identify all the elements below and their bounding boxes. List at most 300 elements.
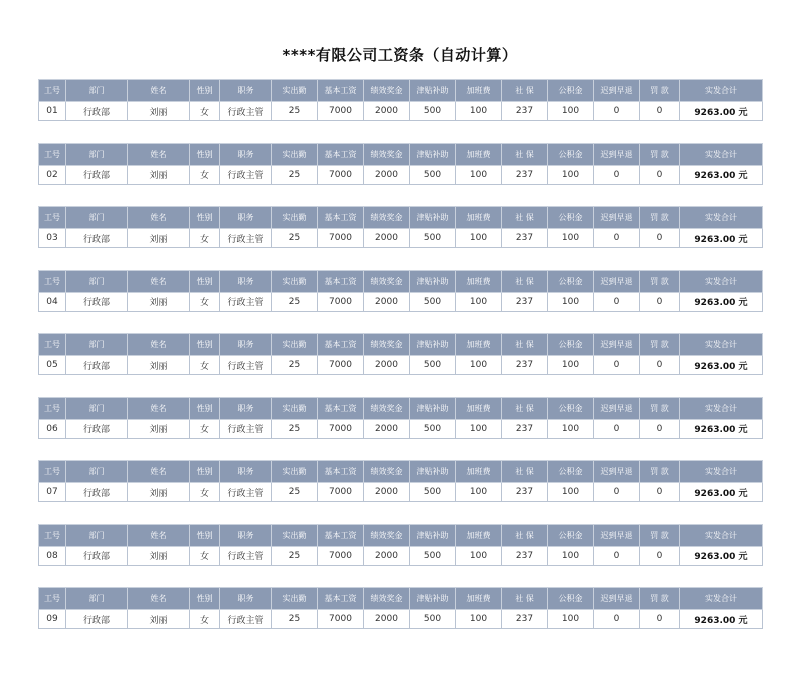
payslip-table <box>38 206 763 248</box>
header-fine: 罚 款 <box>640 588 680 610</box>
table-row <box>39 165 763 184</box>
cell-gender: 女 <box>190 229 220 248</box>
header-net-total: 实发合计 <box>680 270 763 292</box>
cell-fine: 0 <box>640 292 680 311</box>
cell-net-total: 9263.00 元 <box>680 419 763 438</box>
header-base-salary: 基本工资 <box>318 461 364 483</box>
cell-attendance: 25 <box>272 102 318 121</box>
header-attendance: 实出勤 <box>272 397 318 419</box>
cell-employee-id: 06 <box>39 419 66 438</box>
header-overtime-pay: 加班费 <box>456 461 502 483</box>
cell-attendance: 25 <box>272 610 318 629</box>
cell-position: 行政主管 <box>220 610 272 629</box>
cell-gender: 女 <box>190 102 220 121</box>
cell-performance-bonus: 2000 <box>364 419 410 438</box>
header-housing-fund: 公积金 <box>548 80 594 102</box>
table-row <box>39 419 763 438</box>
cell-base-salary: 7000 <box>318 229 364 248</box>
table-row <box>39 610 763 629</box>
header-gender: 性别 <box>190 80 220 102</box>
header-performance-bonus: 绩效奖金 <box>364 524 410 546</box>
header-fine: 罚 款 <box>640 524 680 546</box>
payslip-1 <box>38 79 762 120</box>
payslip-table <box>38 143 763 185</box>
cell-gender: 女 <box>190 610 220 629</box>
header-fine: 罚 款 <box>640 270 680 292</box>
cell-social-insurance: 237 <box>502 483 548 502</box>
cell-gender: 女 <box>190 419 220 438</box>
header-base-salary: 基本工资 <box>318 588 364 610</box>
header-overtime-pay: 加班费 <box>456 207 502 229</box>
header-fine: 罚 款 <box>640 80 680 102</box>
header-attendance: 实出勤 <box>272 334 318 356</box>
cell-department: 行政部 <box>66 165 128 184</box>
cell-social-insurance: 237 <box>502 229 548 248</box>
cell-performance-bonus: 2000 <box>364 229 410 248</box>
header-net-total: 实发合计 <box>680 334 763 356</box>
header-overtime-pay: 加班费 <box>456 80 502 102</box>
cell-employee-id: 07 <box>39 483 66 502</box>
header-base-salary: 基本工资 <box>318 397 364 419</box>
cell-department: 行政部 <box>66 229 128 248</box>
cell-attendance: 25 <box>272 165 318 184</box>
cell-attendance: 25 <box>272 483 318 502</box>
header-performance-bonus: 绩效奖金 <box>364 588 410 610</box>
header-overtime-pay: 加班费 <box>456 524 502 546</box>
cell-fine: 0 <box>640 229 680 248</box>
header-overtime-pay: 加班费 <box>456 270 502 292</box>
cell-position: 行政主管 <box>220 229 272 248</box>
header-overtime-pay: 加班费 <box>456 334 502 356</box>
cell-net-total: 9263.00 元 <box>680 165 763 184</box>
cell-name: 刘丽 <box>128 165 190 184</box>
cell-gender: 女 <box>190 165 220 184</box>
header-position: 职务 <box>220 461 272 483</box>
header-attendance: 实出勤 <box>272 80 318 102</box>
cell-fine: 0 <box>640 165 680 184</box>
header-housing-fund: 公积金 <box>548 270 594 292</box>
header-performance-bonus: 绩效奖金 <box>364 397 410 419</box>
header-gender: 性别 <box>190 143 220 165</box>
table-row <box>39 356 763 375</box>
header-late-early-deduction: 迟到早退 <box>594 524 640 546</box>
payslip-table <box>38 524 763 566</box>
cell-social-insurance: 237 <box>502 102 548 121</box>
header-allowance: 津贴补助 <box>410 461 456 483</box>
header-employee-id: 工号 <box>39 207 66 229</box>
header-gender: 性别 <box>190 334 220 356</box>
header-allowance: 津贴补助 <box>410 588 456 610</box>
header-performance-bonus: 绩效奖金 <box>364 80 410 102</box>
page-title: ****有限公司工资条（自动计算） <box>282 46 518 64</box>
header-row <box>39 588 763 610</box>
header-position: 职务 <box>220 334 272 356</box>
cell-net-total: 9263.00 元 <box>680 229 763 248</box>
header-attendance: 实出勤 <box>272 207 318 229</box>
cell-net-total: 9263.00 元 <box>680 483 763 502</box>
cell-performance-bonus: 2000 <box>364 292 410 311</box>
table-row <box>39 229 763 248</box>
payslip-8 <box>38 524 762 565</box>
payslip-7 <box>38 460 762 501</box>
header-name: 姓名 <box>128 524 190 546</box>
header-social-insurance: 社 保 <box>502 588 548 610</box>
cell-employee-id: 09 <box>39 610 66 629</box>
cell-performance-bonus: 2000 <box>364 102 410 121</box>
header-department: 部门 <box>66 207 128 229</box>
header-row <box>39 334 763 356</box>
header-performance-bonus: 绩效奖金 <box>364 334 410 356</box>
header-fine: 罚 款 <box>640 207 680 229</box>
cell-social-insurance: 237 <box>502 292 548 311</box>
cell-net-total: 9263.00 元 <box>680 356 763 375</box>
cell-net-total: 9263.00 元 <box>680 292 763 311</box>
cell-performance-bonus: 2000 <box>364 165 410 184</box>
header-social-insurance: 社 保 <box>502 80 548 102</box>
header-overtime-pay: 加班费 <box>456 397 502 419</box>
header-name: 姓名 <box>128 207 190 229</box>
payslip-5 <box>38 333 762 374</box>
header-social-insurance: 社 保 <box>502 143 548 165</box>
cell-allowance: 500 <box>410 165 456 184</box>
header-department: 部门 <box>66 397 128 419</box>
header-late-early-deduction: 迟到早退 <box>594 588 640 610</box>
table-row <box>39 483 763 502</box>
header-late-early-deduction: 迟到早退 <box>594 461 640 483</box>
cell-name: 刘丽 <box>128 292 190 311</box>
cell-department: 行政部 <box>66 483 128 502</box>
payslip-list <box>38 79 762 651</box>
table-row <box>39 292 763 311</box>
header-gender: 性别 <box>190 524 220 546</box>
cell-fine: 0 <box>640 102 680 121</box>
header-employee-id: 工号 <box>39 80 66 102</box>
header-late-early-deduction: 迟到早退 <box>594 80 640 102</box>
header-performance-bonus: 绩效奖金 <box>364 461 410 483</box>
header-attendance: 实出勤 <box>272 588 318 610</box>
payslip-table <box>38 460 763 502</box>
header-fine: 罚 款 <box>640 461 680 483</box>
cell-overtime-pay: 100 <box>456 229 502 248</box>
cell-social-insurance: 237 <box>502 546 548 565</box>
header-housing-fund: 公积金 <box>548 588 594 610</box>
header-base-salary: 基本工资 <box>318 524 364 546</box>
payslip-table <box>38 587 763 629</box>
header-overtime-pay: 加班费 <box>456 588 502 610</box>
cell-net-total: 9263.00 元 <box>680 102 763 121</box>
cell-overtime-pay: 100 <box>456 546 502 565</box>
cell-overtime-pay: 100 <box>456 102 502 121</box>
payslip-table <box>38 79 763 121</box>
cell-late-early-deduction: 0 <box>594 165 640 184</box>
header-employee-id: 工号 <box>39 461 66 483</box>
header-performance-bonus: 绩效奖金 <box>364 143 410 165</box>
cell-performance-bonus: 2000 <box>364 356 410 375</box>
cell-employee-id: 02 <box>39 165 66 184</box>
cell-employee-id: 05 <box>39 356 66 375</box>
cell-employee-id: 01 <box>39 102 66 121</box>
cell-fine: 0 <box>640 419 680 438</box>
cell-housing-fund: 100 <box>548 419 594 438</box>
header-allowance: 津贴补助 <box>410 207 456 229</box>
cell-fine: 0 <box>640 610 680 629</box>
cell-late-early-deduction: 0 <box>594 356 640 375</box>
header-department: 部门 <box>66 524 128 546</box>
cell-housing-fund: 100 <box>548 610 594 629</box>
header-gender: 性别 <box>190 397 220 419</box>
cell-late-early-deduction: 0 <box>594 102 640 121</box>
header-row <box>39 524 763 546</box>
header-department: 部门 <box>66 334 128 356</box>
header-overtime-pay: 加班费 <box>456 143 502 165</box>
cell-base-salary: 7000 <box>318 483 364 502</box>
header-allowance: 津贴补助 <box>410 524 456 546</box>
header-social-insurance: 社 保 <box>502 397 548 419</box>
cell-department: 行政部 <box>66 356 128 375</box>
payslip-3 <box>38 206 762 247</box>
header-position: 职务 <box>220 270 272 292</box>
header-fine: 罚 款 <box>640 143 680 165</box>
header-name: 姓名 <box>128 80 190 102</box>
cell-fine: 0 <box>640 483 680 502</box>
cell-performance-bonus: 2000 <box>364 610 410 629</box>
header-attendance: 实出勤 <box>272 524 318 546</box>
header-row <box>39 397 763 419</box>
header-social-insurance: 社 保 <box>502 270 548 292</box>
header-gender: 性别 <box>190 461 220 483</box>
header-row <box>39 461 763 483</box>
cell-overtime-pay: 100 <box>456 419 502 438</box>
header-name: 姓名 <box>128 588 190 610</box>
cell-name: 刘丽 <box>128 483 190 502</box>
cell-gender: 女 <box>190 546 220 565</box>
header-name: 姓名 <box>128 461 190 483</box>
cell-gender: 女 <box>190 356 220 375</box>
header-net-total: 实发合计 <box>680 524 763 546</box>
cell-attendance: 25 <box>272 292 318 311</box>
header-social-insurance: 社 保 <box>502 334 548 356</box>
cell-allowance: 500 <box>410 610 456 629</box>
cell-housing-fund: 100 <box>548 102 594 121</box>
header-gender: 性别 <box>190 588 220 610</box>
cell-allowance: 500 <box>410 483 456 502</box>
header-row <box>39 270 763 292</box>
cell-late-early-deduction: 0 <box>594 292 640 311</box>
header-performance-bonus: 绩效奖金 <box>364 270 410 292</box>
header-position: 职务 <box>220 588 272 610</box>
cell-department: 行政部 <box>66 292 128 311</box>
cell-name: 刘丽 <box>128 356 190 375</box>
cell-name: 刘丽 <box>128 610 190 629</box>
header-position: 职务 <box>220 207 272 229</box>
header-social-insurance: 社 保 <box>502 524 548 546</box>
cell-housing-fund: 100 <box>548 292 594 311</box>
cell-name: 刘丽 <box>128 419 190 438</box>
header-name: 姓名 <box>128 397 190 419</box>
header-position: 职务 <box>220 524 272 546</box>
cell-base-salary: 7000 <box>318 165 364 184</box>
cell-base-salary: 7000 <box>318 419 364 438</box>
header-department: 部门 <box>66 80 128 102</box>
cell-allowance: 500 <box>410 229 456 248</box>
header-housing-fund: 公积金 <box>548 143 594 165</box>
header-housing-fund: 公积金 <box>548 524 594 546</box>
header-employee-id: 工号 <box>39 524 66 546</box>
cell-social-insurance: 237 <box>502 419 548 438</box>
header-attendance: 实出勤 <box>272 461 318 483</box>
header-allowance: 津贴补助 <box>410 143 456 165</box>
header-allowance: 津贴补助 <box>410 80 456 102</box>
header-row <box>39 80 763 102</box>
cell-name: 刘丽 <box>128 229 190 248</box>
cell-position: 行政主管 <box>220 292 272 311</box>
header-late-early-deduction: 迟到早退 <box>594 143 640 165</box>
header-position: 职务 <box>220 397 272 419</box>
cell-attendance: 25 <box>272 356 318 375</box>
cell-allowance: 500 <box>410 356 456 375</box>
payslip-9 <box>38 587 762 628</box>
header-housing-fund: 公积金 <box>548 207 594 229</box>
payslip-table <box>38 270 763 312</box>
header-net-total: 实发合计 <box>680 461 763 483</box>
header-allowance: 津贴补助 <box>410 334 456 356</box>
payslip-6 <box>38 397 762 438</box>
cell-base-salary: 7000 <box>318 292 364 311</box>
cell-attendance: 25 <box>272 229 318 248</box>
cell-allowance: 500 <box>410 419 456 438</box>
cell-allowance: 500 <box>410 292 456 311</box>
cell-social-insurance: 237 <box>502 165 548 184</box>
cell-overtime-pay: 100 <box>456 483 502 502</box>
cell-position: 行政主管 <box>220 546 272 565</box>
header-position: 职务 <box>220 143 272 165</box>
header-late-early-deduction: 迟到早退 <box>594 207 640 229</box>
header-base-salary: 基本工资 <box>318 270 364 292</box>
cell-housing-fund: 100 <box>548 356 594 375</box>
cell-name: 刘丽 <box>128 546 190 565</box>
header-net-total: 实发合计 <box>680 143 763 165</box>
cell-overtime-pay: 100 <box>456 610 502 629</box>
header-housing-fund: 公积金 <box>548 397 594 419</box>
cell-position: 行政主管 <box>220 419 272 438</box>
cell-fine: 0 <box>640 546 680 565</box>
cell-performance-bonus: 2000 <box>364 546 410 565</box>
cell-late-early-deduction: 0 <box>594 229 640 248</box>
header-employee-id: 工号 <box>39 334 66 356</box>
header-allowance: 津贴补助 <box>410 270 456 292</box>
cell-department: 行政部 <box>66 610 128 629</box>
cell-net-total: 9263.00 元 <box>680 610 763 629</box>
header-attendance: 实出勤 <box>272 143 318 165</box>
cell-gender: 女 <box>190 483 220 502</box>
table-row <box>39 546 763 565</box>
cell-position: 行政主管 <box>220 483 272 502</box>
cell-employee-id: 04 <box>39 292 66 311</box>
cell-attendance: 25 <box>272 419 318 438</box>
header-position: 职务 <box>220 80 272 102</box>
header-name: 姓名 <box>128 334 190 356</box>
header-employee-id: 工号 <box>39 397 66 419</box>
cell-base-salary: 7000 <box>318 546 364 565</box>
cell-overtime-pay: 100 <box>456 292 502 311</box>
cell-social-insurance: 237 <box>502 356 548 375</box>
cell-housing-fund: 100 <box>548 165 594 184</box>
cell-department: 行政部 <box>66 419 128 438</box>
header-gender: 性别 <box>190 270 220 292</box>
cell-late-early-deduction: 0 <box>594 419 640 438</box>
header-name: 姓名 <box>128 270 190 292</box>
cell-net-total: 9263.00 元 <box>680 546 763 565</box>
cell-social-insurance: 237 <box>502 610 548 629</box>
header-attendance: 实出勤 <box>272 270 318 292</box>
header-employee-id: 工号 <box>39 143 66 165</box>
header-late-early-deduction: 迟到早退 <box>594 270 640 292</box>
cell-fine: 0 <box>640 356 680 375</box>
cell-department: 行政部 <box>66 102 128 121</box>
payslip-4 <box>38 270 762 311</box>
header-net-total: 实发合计 <box>680 80 763 102</box>
payslip-2 <box>38 143 762 184</box>
cell-allowance: 500 <box>410 102 456 121</box>
cell-base-salary: 7000 <box>318 610 364 629</box>
cell-late-early-deduction: 0 <box>594 610 640 629</box>
header-gender: 性别 <box>190 207 220 229</box>
cell-housing-fund: 100 <box>548 546 594 565</box>
header-fine: 罚 款 <box>640 334 680 356</box>
header-base-salary: 基本工资 <box>318 207 364 229</box>
header-name: 姓名 <box>128 143 190 165</box>
cell-overtime-pay: 100 <box>456 165 502 184</box>
header-base-salary: 基本工资 <box>318 334 364 356</box>
header-allowance: 津贴补助 <box>410 397 456 419</box>
cell-allowance: 500 <box>410 546 456 565</box>
header-late-early-deduction: 迟到早退 <box>594 397 640 419</box>
table-row <box>39 102 763 121</box>
cell-base-salary: 7000 <box>318 356 364 375</box>
header-late-early-deduction: 迟到早退 <box>594 334 640 356</box>
cell-position: 行政主管 <box>220 356 272 375</box>
header-base-salary: 基本工资 <box>318 80 364 102</box>
header-row <box>39 207 763 229</box>
header-net-total: 实发合计 <box>680 207 763 229</box>
header-department: 部门 <box>66 461 128 483</box>
cell-position: 行政主管 <box>220 165 272 184</box>
cell-employee-id: 08 <box>39 546 66 565</box>
header-net-total: 实发合计 <box>680 588 763 610</box>
header-housing-fund: 公积金 <box>548 461 594 483</box>
cell-late-early-deduction: 0 <box>594 483 640 502</box>
cell-name: 刘丽 <box>128 102 190 121</box>
header-department: 部门 <box>66 143 128 165</box>
header-base-salary: 基本工资 <box>318 143 364 165</box>
header-row <box>39 143 763 165</box>
payslip-table <box>38 333 763 375</box>
header-department: 部门 <box>66 270 128 292</box>
header-department: 部门 <box>66 588 128 610</box>
cell-gender: 女 <box>190 292 220 311</box>
cell-department: 行政部 <box>66 546 128 565</box>
cell-housing-fund: 100 <box>548 483 594 502</box>
header-fine: 罚 款 <box>640 397 680 419</box>
cell-position: 行政主管 <box>220 102 272 121</box>
cell-employee-id: 03 <box>39 229 66 248</box>
header-employee-id: 工号 <box>39 588 66 610</box>
cell-overtime-pay: 100 <box>456 356 502 375</box>
cell-base-salary: 7000 <box>318 102 364 121</box>
header-housing-fund: 公积金 <box>548 334 594 356</box>
header-net-total: 实发合计 <box>680 397 763 419</box>
cell-performance-bonus: 2000 <box>364 483 410 502</box>
